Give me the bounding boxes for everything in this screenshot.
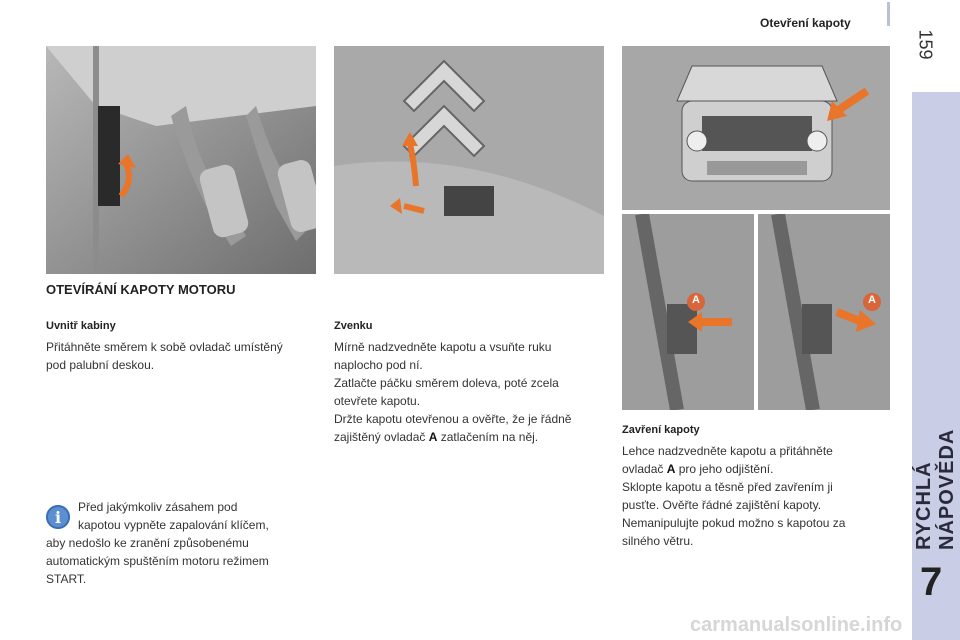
closing-line: Nemanipulujte pokud možno s kapotou za — [622, 516, 846, 530]
exterior-lever-illustration — [334, 46, 604, 274]
header-divider — [887, 2, 890, 26]
closing-line: silného větru. — [622, 534, 694, 548]
outside-line: Mírně nadzvedněte kapotu a vsuňte ruku — [334, 340, 552, 354]
closing-heading: Zavření kapoty — [622, 424, 700, 436]
closing-line: Sklopte kapotu a těsně před zavřením ji — [622, 480, 833, 494]
interior-lever-illustration — [46, 46, 316, 274]
inside-text — [46, 338, 283, 374]
outside-line-last — [334, 428, 571, 446]
info-line: aby nedošlo ke zranění způsobenému — [46, 536, 249, 550]
section-title: OTEVÍRÁNÍ KAPOTY MOTORU — [46, 282, 236, 297]
closing-line2-bold: A — [666, 462, 676, 476]
info-line: kapotou vypněte zapalování klíčem, — [78, 518, 269, 532]
closing-line: pusťte. Ověřte řádné zajištění kapoty. — [622, 498, 822, 512]
closing-line-2 — [622, 460, 845, 478]
info-line: Před jakýmkoliv zásahem pod — [78, 500, 238, 514]
inside-heading: Uvnitř kabiny — [46, 320, 116, 332]
chapter-side-tab-label-box — [913, 350, 958, 550]
outside-line-post: zatlačením na něj. — [437, 430, 539, 444]
outside-line: Zatlačte páčku směrem doleva, poté zcela — [334, 376, 559, 390]
info-line: START. — [46, 572, 87, 586]
outside-line-bold: A — [428, 430, 438, 444]
chapter-number: 7 — [920, 560, 943, 604]
closing-text — [622, 442, 845, 550]
hood-latch-illustration — [622, 214, 890, 410]
outside-text — [334, 338, 571, 446]
outside-line: naplocho pod ní. — [334, 358, 423, 372]
closing-line2-post: pro jeho odjištění. — [675, 462, 774, 476]
info-line: automatickým spuštěním motoru režimem — [46, 554, 269, 568]
outside-line-pre: zajištěný ovladač — [334, 430, 429, 444]
closing-line2-pre: ovladač — [622, 462, 667, 476]
info-note — [46, 498, 316, 588]
outside-heading: Zvenku — [334, 320, 373, 332]
latch-marker-left: A — [692, 294, 700, 306]
info-icon: i — [46, 505, 70, 529]
inside-line: Přitáhněte směrem k sobě ovladač umístěný — [46, 340, 283, 354]
latch-marker-right: A — [868, 294, 876, 306]
outside-line: otevřete kapotu. — [334, 394, 421, 408]
car-front-illustration — [622, 46, 890, 210]
chapter-side-tab-label: RYCHLÁ NÁPOVĚDA — [913, 428, 958, 550]
outside-line: Držte kapotu otevřenou a ověřte, že je řádně — [334, 412, 572, 426]
inside-line: pod palubní deskou. — [46, 358, 155, 372]
page-header-title: Otevření kapoty — [760, 16, 851, 30]
page-number: 159 — [915, 29, 936, 60]
watermark: carmanualsonline.info — [690, 614, 903, 636]
closing-line: Lehce nadzvedněte kapotu a přitáhněte — [622, 444, 833, 458]
